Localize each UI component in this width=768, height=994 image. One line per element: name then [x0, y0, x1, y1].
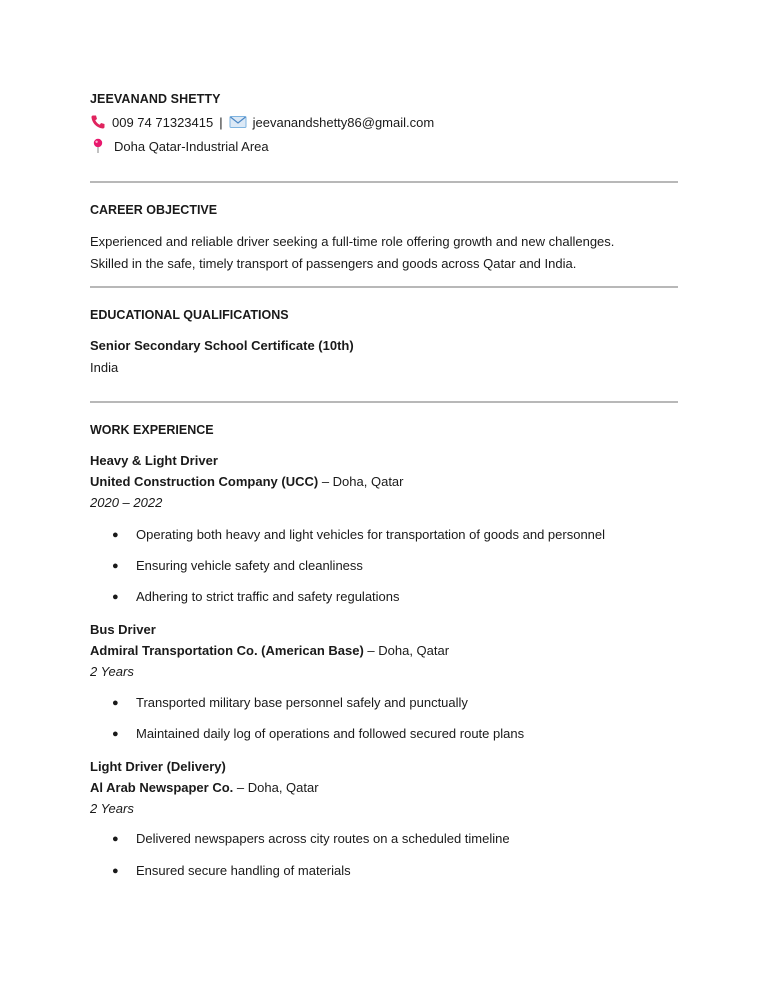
list-item: ● Adhering to strict traffic and safety regulations	[112, 589, 400, 604]
section-divider	[90, 286, 678, 288]
phone-icon	[90, 114, 106, 130]
job-company: Al Arab Newspaper Co.	[90, 780, 234, 795]
job-company: Admiral Transportation Co. (American Base)	[90, 643, 364, 658]
job-location: – Doha, Qatar	[363, 643, 450, 658]
job-period: 2 Years	[90, 664, 134, 679]
location-line	[90, 138, 269, 154]
list-item: ● Ensuring vehicle safety and cleanliness	[112, 558, 363, 573]
job-title: Bus Driver	[90, 622, 156, 637]
career-objective-heading: CAREER OBJECTIVE	[90, 203, 218, 217]
list-item-text: Ensuring vehicle safety and cleanliness	[136, 558, 363, 573]
job-location: – Doha, Qatar	[233, 780, 319, 795]
section-divider	[90, 401, 678, 403]
job-employer	[90, 640, 680, 662]
location-text: Doha Qatar-Industrial Area	[114, 138, 269, 154]
job-period: 2 Years	[90, 801, 134, 816]
job-location: – Doha, Qatar	[318, 474, 404, 489]
list-item: ● Operating both heavy and light vehicles for transportation of goods and personnel	[112, 527, 606, 542]
contact-line	[90, 114, 434, 130]
applicant-name: JEEVANAND SHETTY	[90, 92, 221, 106]
career-objective-line-2: Skilled in the safe, timely transport of passengers and goods across Qatar and India.	[90, 256, 577, 271]
career-objective-line-1: Experienced and reliable driver seeking a full-time role offering growth and new challenges.	[90, 234, 615, 249]
contact-separator: |	[219, 114, 223, 130]
education-place: India	[90, 360, 119, 375]
list-item-text: Maintained daily log of operations and followed secured route plans	[136, 726, 525, 741]
email-address: jeevanandshetty86@gmail.com	[252, 114, 435, 130]
list-item: ● Maintained daily log of operations and followed secured route plans	[112, 726, 525, 741]
job-employer	[90, 777, 680, 799]
envelope-icon	[229, 115, 247, 129]
list-item-text: Adhering to strict traffic and safety regulations	[136, 589, 400, 604]
job-title: Heavy & Light Driver	[90, 453, 218, 468]
list-item: ● Ensured secure handling of materials	[112, 863, 351, 878]
list-item-text: Delivered newspapers across city routes on a scheduled timeline	[136, 831, 510, 846]
list-item: ● Delivered newspapers across city routes on a scheduled timeline	[112, 831, 510, 846]
job-period: 2020 – 2022	[90, 495, 163, 510]
job-title: Light Driver (Delivery)	[90, 759, 226, 774]
list-item-text: Operating both heavy and light vehicles for transportation of goods and personnel	[136, 527, 606, 542]
job-employer	[90, 471, 680, 493]
education-degree: Senior Secondary School Certificate (10th)	[90, 338, 354, 353]
work-experience-heading: WORK EXPERIENCE	[90, 423, 214, 437]
list-item-text: Ensured secure handling of materials	[136, 863, 351, 878]
job-company: United Construction Company (UCC)	[90, 474, 319, 489]
phone-number: 009 74 71323415	[112, 114, 214, 130]
section-divider	[90, 181, 678, 183]
map-pin-icon	[92, 138, 104, 154]
list-item-text: Transported military base personnel safely and punctually	[136, 695, 468, 710]
list-item: ● Transported military base personnel safely and punctually	[112, 695, 468, 710]
education-heading: EDUCATIONAL QUALIFICATIONS	[90, 308, 289, 322]
